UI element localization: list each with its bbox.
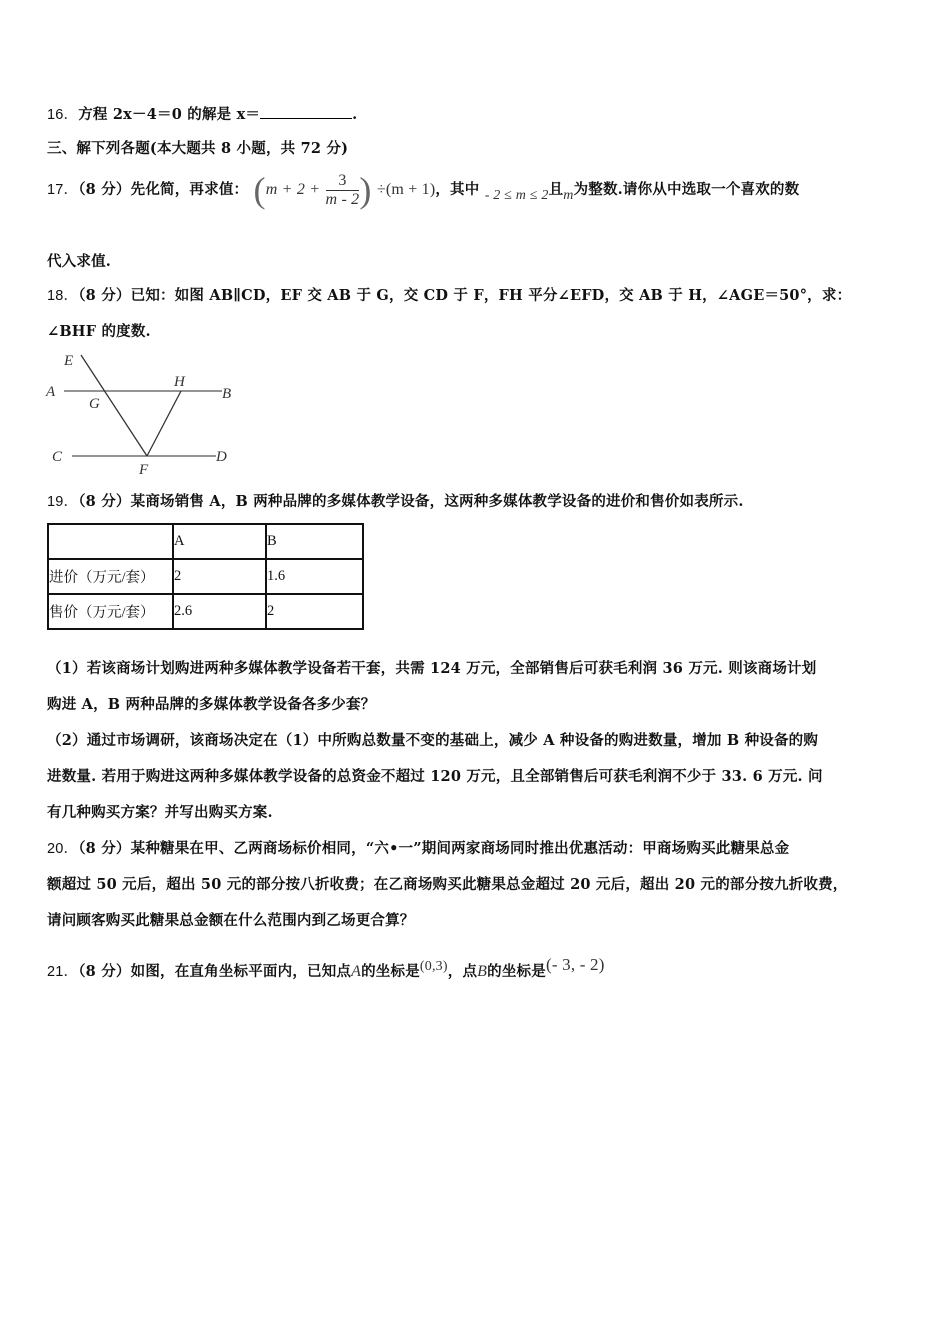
score: （8 分） (78, 493, 131, 510)
table-row (48, 559, 363, 594)
score: （8 分） (78, 840, 131, 857)
question-17-line2: 代入求值. (47, 253, 112, 270)
label-c: C (52, 449, 63, 465)
table-cell: 2.6 (173, 594, 266, 629)
score: （8 分） (78, 287, 131, 304)
table-cell: 1.6 (266, 559, 363, 594)
fraction (326, 172, 360, 209)
label-f: F (139, 462, 149, 478)
question-19 (47, 490, 744, 511)
question-text: 某种糖果在甲、乙两商场标价相同，“六•一”期间两家商场同时推出优惠活动：甲商场购买此糖果总金 (130, 840, 790, 857)
line-fh (147, 391, 181, 456)
label-h: H (174, 374, 185, 390)
question-text: ，点 (447, 962, 478, 980)
answer-blank (260, 106, 352, 119)
coord-a: (0,3) (419, 959, 448, 974)
question-number: 17． (47, 182, 79, 198)
question-text: 的坐标是 (361, 962, 420, 980)
condition-and: 且 (548, 181, 564, 198)
score: （8 分） (78, 962, 131, 980)
question-19-part2-line2: 进数量. 若用于购进这两种多媒体教学设备的总资金不超过 120 万元，且全部销售后可获毛利润不少于 33. 6 万元. 问 (47, 768, 823, 785)
table-row (48, 594, 363, 629)
period: . (352, 106, 358, 123)
question-text: 某商场销售 A，B 两种品牌的多媒体教学设备，这两种多媒体教学设备的进价和售价如表所示. (130, 493, 744, 510)
question-number: 18． (47, 288, 79, 304)
table-header-row (48, 524, 363, 559)
condition-tail: 为整数.请你从中选取一个喜欢的数 (573, 181, 800, 198)
condition-lead: ，其中 (435, 181, 480, 198)
coord-b: (- 3, - 2) (545, 955, 605, 974)
table-header: A (173, 524, 266, 559)
fraction-numerator: 3 (326, 172, 360, 191)
point-b: B (477, 962, 488, 980)
question-text: 方程 2x－4＝0 的解是 x＝ (78, 106, 261, 123)
label-b: B (222, 386, 232, 402)
geometry-figure (44, 348, 244, 478)
question-text: 如图，在直角坐标平面内，已知点 (130, 962, 352, 980)
question-19-part1-line2: 购进 A，B 两种品牌的多媒体教学设备各多少套？ (47, 696, 376, 713)
left-paren: ( (253, 170, 266, 210)
table-cell: 进价（万元/套） (48, 559, 173, 594)
question-20-line2: 额超过 50 元后，超出 50 元的部分按八折收费；在乙商场购买此糖果总金超过 20 元后，超出 20 元的部分按九折收费， (47, 876, 848, 893)
table-cell: 2 (266, 594, 363, 629)
label-g: G (89, 396, 100, 412)
question-number: 16． (47, 107, 79, 123)
condition-variable: m (563, 188, 574, 203)
table-header (48, 524, 173, 559)
question-18 (47, 284, 851, 305)
label-d: D (216, 449, 227, 465)
table-header: B (266, 524, 363, 559)
table-cell: 2 (173, 559, 266, 594)
label-e: E (64, 353, 74, 369)
section-heading: 三、解下列各题(本大题共 8 小题，共 72 分) (47, 140, 349, 157)
right-paren: ) (359, 170, 372, 210)
question-number: 19． (47, 494, 79, 510)
question-17 (47, 170, 799, 210)
question-19-part2-line1: （2）通过市场调研，该商场决定在（1）中所购总数量不变的基础上，减少 A 种设备的购进数量，增加 B 种设备的购 (47, 732, 819, 749)
point-a: A (351, 962, 362, 980)
question-number: 21． (47, 963, 79, 980)
question-19-part2-line3: 有几种购买方案？并写出购买方案. (47, 804, 273, 821)
fraction-denominator: m - 2 (325, 190, 360, 208)
question-16 (47, 103, 357, 124)
question-19-part1-line1: （1）若该商场计划购进两种多媒体教学设备若干套，共需 124 万元，全部销售后可获毛利润 36 万元. 则该商场计划 (47, 660, 817, 677)
question-text: 的坐标是 (487, 962, 546, 980)
question-lead: 先化简，再求值： (130, 181, 249, 198)
question-18-line2: ∠BHF 的度数. (47, 323, 151, 340)
expr-right: ÷(m + 1) (376, 181, 436, 198)
label-a: A (46, 384, 56, 400)
table-cell: 售价（万元/套） (48, 594, 173, 629)
question-20 (47, 837, 789, 858)
question-20-line3: 请问顾客购买此糖果总金额在什么范围内到乙场更合算？ (47, 912, 415, 929)
question-text: 已知：如图 AB∥CD，EF 交 AB 于 G，交 CD 于 F，FH 平分∠EFD，交 AB 于 H，∠AGE＝50°，求： (130, 287, 852, 304)
expr-left: m + 2 + (265, 181, 321, 198)
condition: - 2 ≤ m ≤ 2 (484, 188, 549, 203)
price-table (47, 523, 364, 630)
score: （8 分） (78, 181, 131, 198)
question-number: 20． (47, 841, 79, 857)
question-21 (47, 955, 605, 981)
